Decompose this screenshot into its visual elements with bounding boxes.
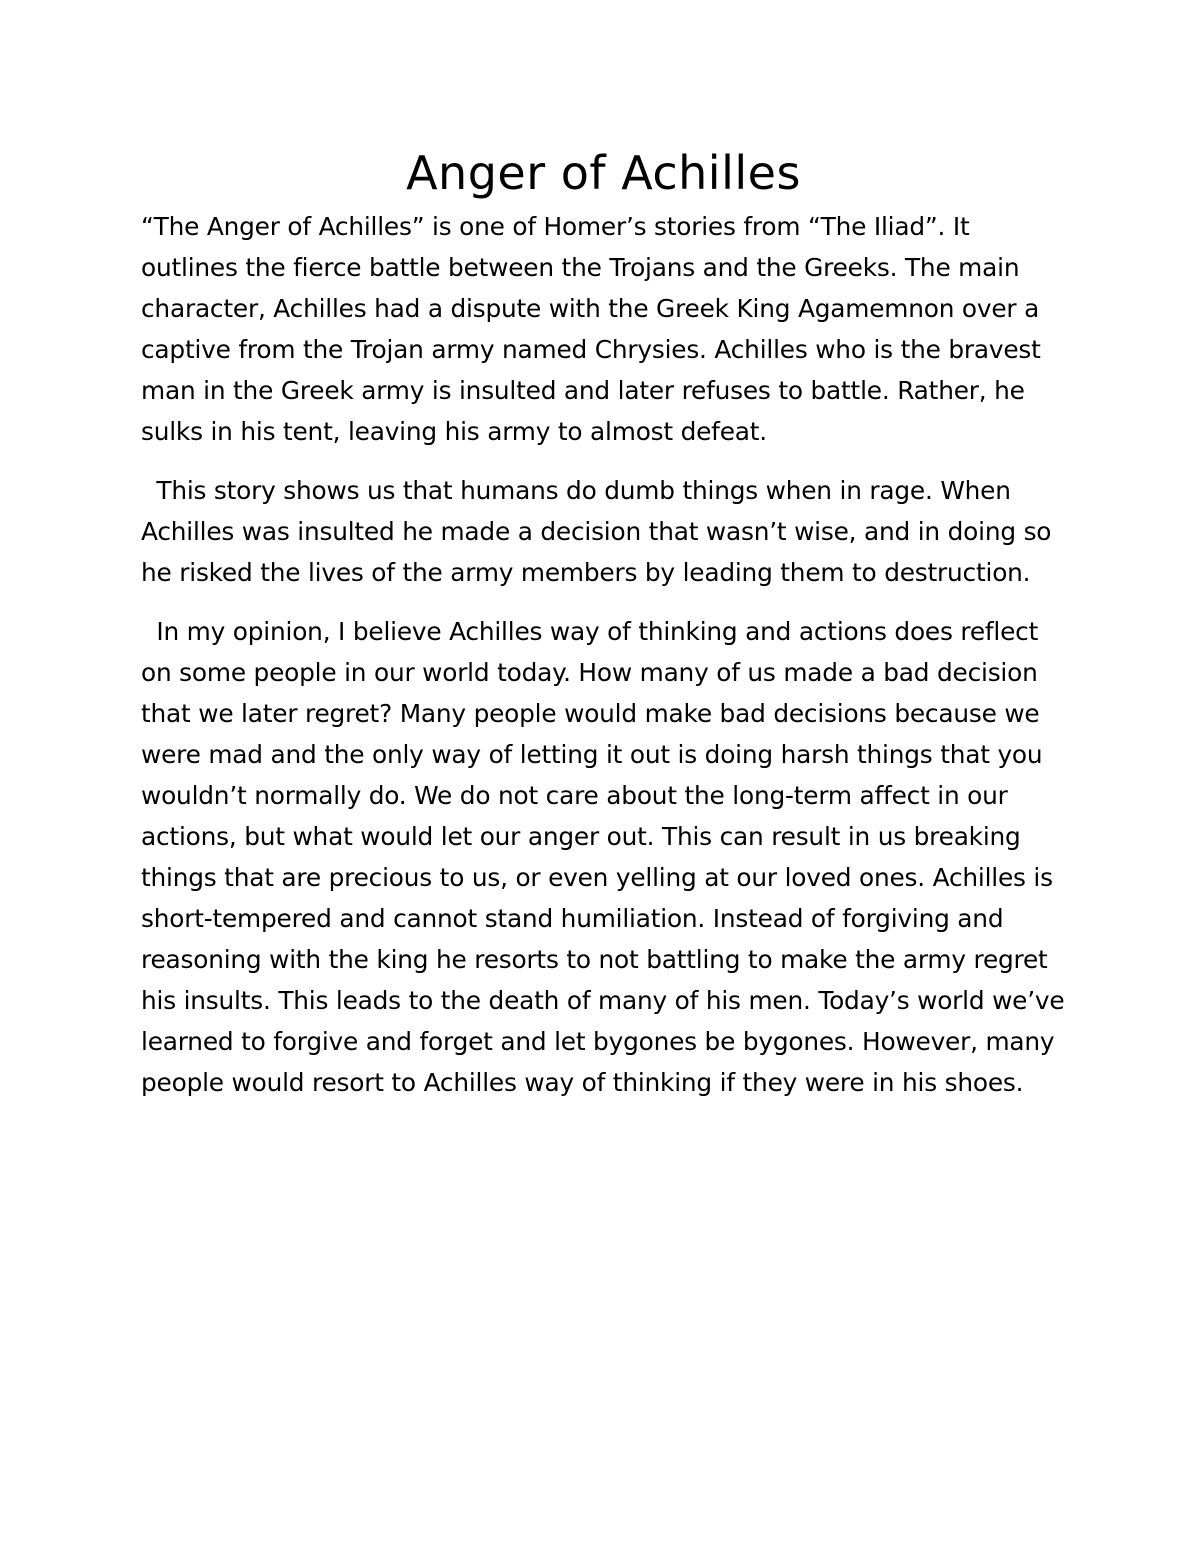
document-body xyxy=(141,140,1073,1121)
paragraph-3: In my opinion, I believe Achilles way of thinking and actions does reflect on some people in our world today. How many of us made a bad decision that we later regret? Many people would make bad decisions because we were mad and the only way of letting it out is doing harsh things that you wouldn’t normally do. We do not care about the long-term affect in our actions, but what would let our anger out. This can result in us breaking things that are precious to us, or even yelling at our loved ones. Achilles is short-tempered and cannot stand humiliation. Instead of forgiving and reasoning with the king he resorts to not battling to make the army regret his insults. This leads to the death of many of his men. Today’s world we’ve learned to forgive and forget and let bygones be bygones. However, many people would resort to Achilles way of thinking if they were in his shoes. xyxy=(141,617,1073,1097)
document-title: Anger of Achilles xyxy=(406,146,801,200)
paragraph-1: “The Anger of Achilles” is one of Homer’s stories from “The Iliad”. It outlines the fierce battle between the Trojans and the Greeks. The main character, Achilles had a dispute with the Greek King Agamemnon over a captive from the Trojan army named Chrysies. Achilles who is the bravest man in the Greek army is insulted and later refuses to battle. Rather, he sulks in his tent, leaving his army to almost defeat. xyxy=(141,212,1049,446)
paragraph-2: This story shows us that humans do dumb things when in rage. When Achilles was insulted he made a decision that wasn’t wise, and in doing so he risked the lives of the army members by leading them to destruction. xyxy=(141,476,1059,587)
